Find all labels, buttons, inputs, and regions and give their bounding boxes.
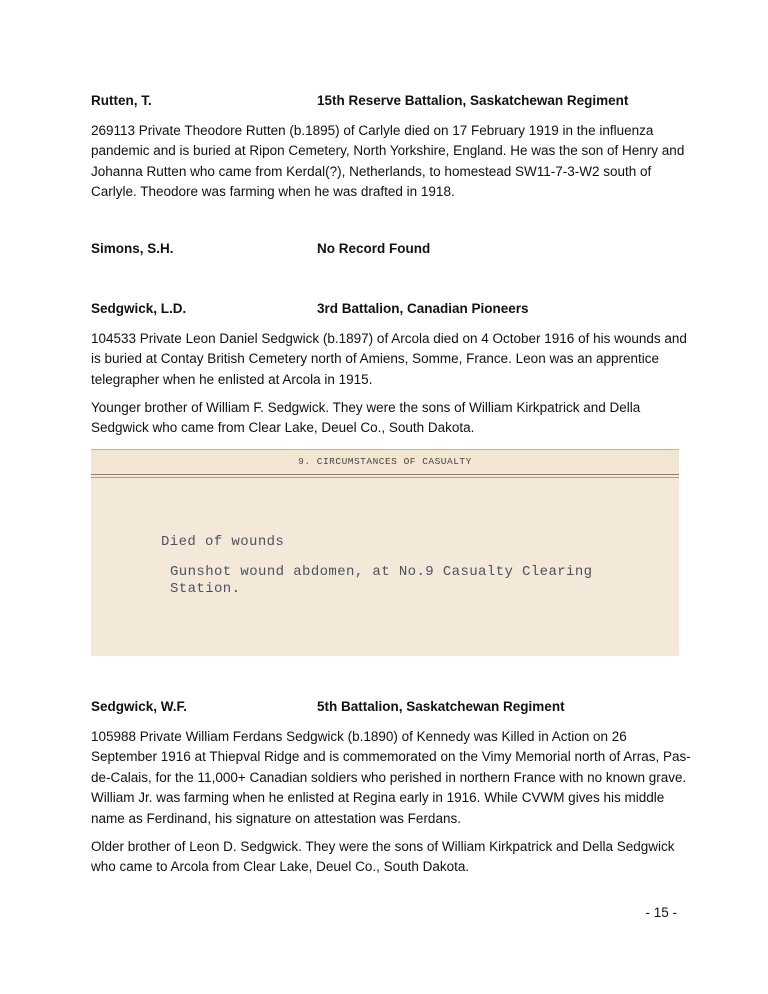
entry-paragraph: 269113 Private Theodore Rutten (b.1895) of Carlyle died on 17 February 1919 in the influenza pandemic and is buried at Ripon Cemetery, North Yorkshire, England. He was the son of Henry and Johanna Rutten who came from Kerdal(?), Netherlands, to homestead SW11-7-3-W2 south of Carlyle. Theodore was farming when he was drafted in 1918. — [91, 123, 685, 200]
entry-paragraph: Younger brother of William F. Sedgwick. They were the sons of William Kirkpatrick and Della Sedgwick who came from Clear Lake, Deuel Co., South Dakota. — [91, 400, 641, 436]
soldier-name: Sedgwick, L.D. — [91, 301, 187, 316]
card-divider — [91, 474, 679, 475]
card-divider — [91, 477, 679, 478]
entry-paragraph: 104533 Private Leon Daniel Sedgwick (b.1897) of Arcola died on 4 October 1916 of his wounds and is buried at Contay British Cemetery north of Amiens, Somme, France. Leon was an apprentice telegrapher when he enlisted at Arcola in 1915. — [91, 331, 687, 387]
soldier-name: Rutten, T. — [91, 93, 152, 108]
soldier-unit: 15th Reserve Battalion, Saskatchewan Regiment — [317, 93, 629, 108]
typed-detail-line: Station. — [170, 581, 241, 597]
card-heading: 9. CIRCUMSTANCES OF CASUALTY — [298, 456, 472, 467]
soldier-name: Simons, S.H. — [91, 241, 174, 256]
typed-detail-line: Gunshot wound abdomen, at No.9 Casualty Clearing — [170, 564, 593, 580]
page-number: - 15 - — [645, 905, 677, 920]
entry-paragraph: Older brother of Leon D. Sedgwick. They were the sons of William Kirkpatrick and Della Sedgwick who came to Arcola from Clear Lake, Deuel Co., South Dakota. — [91, 839, 675, 875]
entry-paragraph: 105988 Private William Ferdans Sedgwick (b.1890) of Kennedy was Killed in Action on 26 September 1916 at Thiepval Ridge and is commemorated on the Vimy Memorial north of Arras, Pas-de-Calais, for the 11,000+ Canadian soldiers who perished in northern France with no known grave. William Jr. was farming when he enlisted at Regina early in 1916. While CVWM gives his middle name as Ferdinand, his signature on attestation was Ferdans. — [91, 729, 691, 826]
soldier-name: Sedgwick, W.F. — [91, 699, 188, 714]
soldier-unit: 5th Battalion, Saskatchewan Regiment — [317, 699, 565, 714]
soldier-unit: No Record Found — [317, 241, 431, 256]
casualty-record-card — [91, 449, 679, 656]
soldier-unit: 3rd Battalion, Canadian Pioneers — [317, 301, 529, 316]
typed-cause-line: Died of wounds — [161, 534, 285, 550]
